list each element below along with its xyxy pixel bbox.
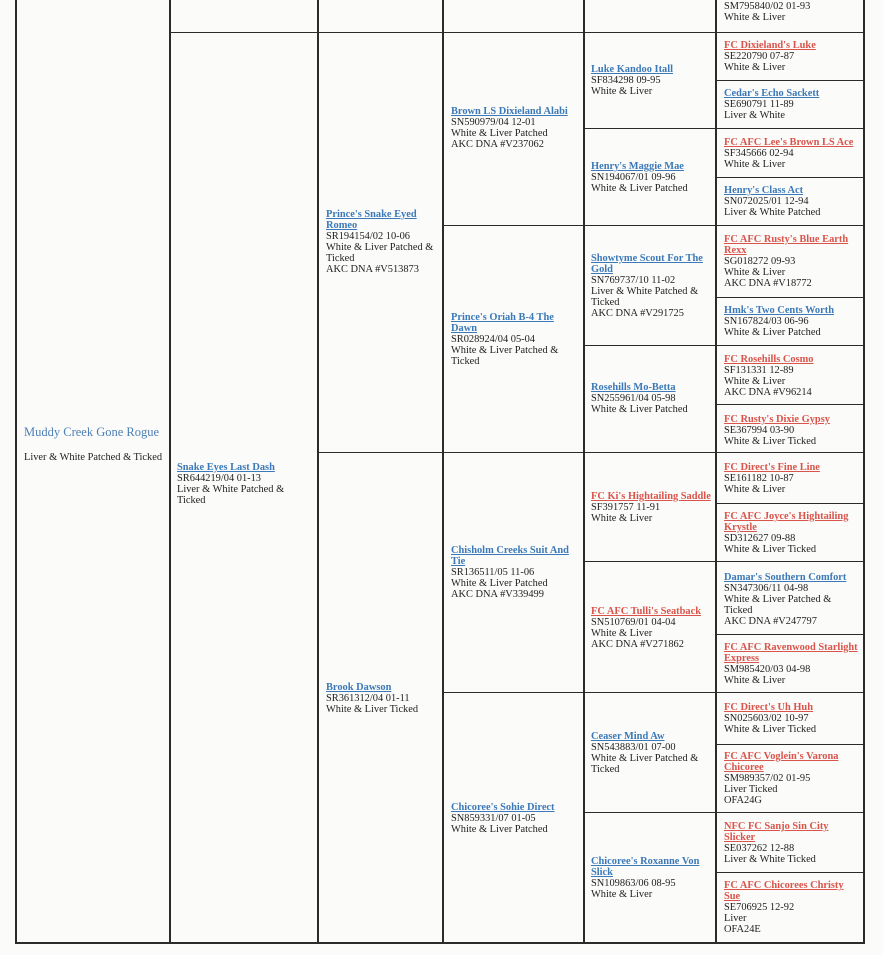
ancestor-detail: White & Liver Patched [591, 183, 688, 194]
ancestor-detail: Liver Ticked [724, 784, 778, 795]
grid-line [715, 634, 865, 635]
gen5-ancestor [724, 880, 859, 935]
ancestor-detail: SR028924/04 05-04 [451, 334, 535, 345]
grid-line [715, 503, 865, 504]
gen5-ancestor [724, 702, 859, 735]
ancestor-detail: White & Liver [724, 159, 786, 170]
ancestor-detail: Ticked [591, 297, 620, 308]
gen3-ancestor [451, 312, 579, 367]
gen2-ancestor [326, 682, 439, 715]
ancestor-detail: SF345666 02-94 [724, 148, 794, 159]
ancestor-name[interactable]: FC AFC Voglein's Varona Chicoree [724, 751, 839, 773]
ancestor-detail: SN109863/06 08-95 [591, 878, 676, 889]
gen3-ancestor [451, 545, 579, 600]
ancestor-name[interactable]: Henry's Class Act [724, 185, 804, 196]
ancestor-name[interactable]: FC AFC Joyce's Hightailing Krystle [724, 511, 849, 533]
ancestor-name[interactable]: Prince's Snake Eyed Romeo [326, 209, 417, 231]
gen5-ancestor [724, 234, 859, 289]
gen4-ancestor [591, 606, 711, 650]
grid-line [715, 744, 865, 745]
ancestor-detail: SG018272 09-93 [724, 256, 796, 267]
ancestor-detail: SN590979/04 12-01 [451, 117, 536, 128]
subject-color: Liver & White Patched & Ticked [24, 452, 163, 463]
grid-line [15, 942, 865, 944]
grid-line [583, 128, 865, 129]
ancestor-detail: White & Liver Patched & [451, 345, 559, 356]
grid-line [715, 177, 865, 178]
ancestor-detail: AKC DNA #V339499 [451, 589, 544, 600]
ancestor-detail: White & Liver [724, 376, 786, 387]
grid-line [169, 0, 171, 943]
ancestor-name[interactable]: NFC FC Sanjo Sin City Slicker [724, 821, 829, 843]
ancestor-detail: SN072025/01 12-94 [724, 196, 809, 207]
ancestor-name[interactable]: Chicoree's Sohie Direct [451, 802, 555, 813]
ancestor-detail: AKC DNA #V18772 [724, 278, 812, 289]
ancestor-detail: SN167824/03 06-96 [724, 316, 809, 327]
gen5-ancestor [724, 414, 859, 447]
ancestor-detail: White & Liver Ticked [724, 724, 817, 735]
ancestor-detail: Liver [724, 913, 747, 924]
ancestor-name[interactable]: FC Rusty's Dixie Gypsy [724, 414, 830, 425]
gen4-ancestor [591, 856, 711, 900]
ancestor-name[interactable]: FC Rosehills Cosmo [724, 354, 814, 365]
ancestor-name[interactable]: FC AFC Tulli's Seatback [591, 606, 701, 617]
ancestor-detail: Liver & White Ticked [724, 854, 816, 865]
ancestor-name[interactable]: Hmk's Two Cents Worth [724, 305, 834, 316]
subject-dog [24, 425, 164, 464]
ancestor-detail: SM989357/02 01-95 [724, 773, 811, 784]
gen1-ancestor [177, 462, 314, 506]
grid-line [583, 345, 865, 346]
partial-color: White & Liver [724, 12, 786, 23]
ancestor-name[interactable]: Luke Kandoo Itall [591, 64, 673, 75]
gen5-ancestor [724, 185, 859, 218]
ancestor-detail: White & Liver Ticked [724, 544, 817, 555]
ancestor-detail: Ticked [177, 495, 206, 506]
gen4-ancestor [591, 253, 711, 319]
gen4-ancestor [591, 161, 711, 194]
ancestor-detail: SE367994 03-90 [724, 425, 795, 436]
ancestor-detail: White & Liver Patched [591, 404, 688, 415]
ancestor-detail: Liver & White Patched [724, 207, 821, 218]
ancestor-detail: AKC DNA #V237062 [451, 139, 544, 150]
ancestor-name[interactable]: Snake Eyes Last Dash [177, 462, 275, 473]
ancestor-detail: AKC DNA #V513873 [326, 264, 419, 275]
ancestor-detail: Ticked [724, 605, 753, 616]
ancestor-detail: SE690791 11-89 [724, 99, 794, 110]
ancestor-name[interactable]: Damar's Southern Comfort [724, 572, 847, 583]
ancestor-detail: Liver & White Patched & [177, 484, 285, 495]
ancestor-detail: Liver & White [724, 110, 785, 121]
grid-line [442, 0, 444, 943]
ancestor-detail: SR361312/04 01-11 [326, 693, 410, 704]
ancestor-detail: SR194154/02 10-06 [326, 231, 410, 242]
grid-line [317, 0, 319, 943]
ancestor-detail: SF834298 09-95 [591, 75, 661, 86]
gen5-ancestor [724, 572, 859, 627]
ancestor-detail: AKC DNA #V291725 [591, 308, 684, 319]
ancestor-name[interactable]: FC AFC Lee's Brown LS Ace [724, 137, 854, 148]
ancestor-name[interactable]: FC Direct's Fine Line [724, 462, 820, 473]
ancestor-name[interactable]: Cedar's Echo Sackett [724, 88, 820, 99]
grid-line [442, 225, 865, 226]
ancestor-detail: SE706925 12-92 [724, 902, 795, 913]
gen4-ancestor [591, 382, 711, 415]
ancestor-detail: SE037262 12-88 [724, 843, 795, 854]
grid-line [15, 0, 17, 943]
ancestor-detail: SM985420/03 04-98 [724, 664, 811, 675]
gen5-ancestor [724, 137, 859, 170]
gen5-ancestor [724, 354, 859, 398]
ancestor-name[interactable]: Prince's Oriah B-4 The Dawn [451, 312, 554, 334]
grid-line [169, 32, 865, 33]
subject-name: Muddy Creek Gone Rogue [24, 425, 160, 439]
grid-line [317, 452, 865, 453]
ancestor-detail: AKC DNA #V271862 [591, 639, 684, 650]
ancestor-name[interactable]: FC Dixieland's Luke [724, 40, 816, 51]
ancestor-detail: White & Liver Patched [451, 128, 548, 139]
gen5-ancestor [724, 751, 859, 806]
ancestor-name[interactable]: Brook Dawson [326, 682, 392, 693]
gen5-ancestor [724, 642, 859, 686]
ancestor-detail: White & Liver Patched [451, 824, 548, 835]
ancestor-detail: Liver & White Patched & [591, 286, 699, 297]
ancestor-detail: White & Liver Patched & [326, 242, 434, 253]
ancestor-detail: White & Liver [591, 628, 653, 639]
gen4-ancestor [591, 731, 711, 775]
gen2-ancestor [326, 209, 439, 275]
ancestor-name[interactable]: FC Direct's Uh Huh [724, 702, 813, 713]
ancestor-detail: SN859331/07 01-05 [451, 813, 536, 824]
ancestor-detail: SN769737/10 11-02 [591, 275, 676, 286]
ancestor-detail: SE220790 07-87 [724, 51, 795, 62]
ancestor-name[interactable]: FC Ki's Hightailing Saddle [591, 491, 711, 502]
grid-line [715, 80, 865, 81]
ancestor-name[interactable]: Chisholm Creeks Suit And Tie [451, 545, 569, 567]
ancestor-detail: SN025603/02 10-97 [724, 713, 809, 724]
ancestor-name[interactable]: Showtyme Scout For The Gold [591, 253, 703, 275]
ancestor-name[interactable]: FC AFC Ravenwood Starlight Express [724, 642, 858, 664]
ancestor-detail: White & Liver [591, 889, 653, 900]
ancestor-detail: SN194067/01 09-96 [591, 172, 676, 183]
ancestor-detail: White & Liver [724, 62, 786, 73]
ancestor-detail: White & Liver [591, 86, 653, 97]
gen5-ancestor [724, 462, 859, 495]
ancestor-detail: OFA24E [724, 924, 761, 935]
ancestor-detail: White & Liver Patched [724, 327, 821, 338]
ancestor-detail: White & Liver Ticked [326, 704, 419, 715]
gen5-ancestor [724, 40, 859, 73]
grid-line [442, 692, 865, 693]
ancestor-detail: SN255961/04 05-98 [591, 393, 676, 404]
ancestor-detail: SN543883/01 07-00 [591, 742, 676, 753]
partial-ancestor [724, 1, 859, 23]
ancestor-detail: OFA24G [724, 795, 762, 806]
partial-reg: SM795840/02 01-93 [724, 1, 811, 12]
grid-line [715, 872, 865, 873]
grid-line [583, 561, 865, 562]
ancestor-detail: White & Liver Patched [451, 578, 548, 589]
ancestor-detail: White & Liver [591, 513, 653, 524]
ancestor-detail: White & Liver [724, 267, 786, 278]
ancestor-detail: Ticked [326, 253, 355, 264]
ancestor-detail: AKC DNA #V247797 [724, 616, 817, 627]
gen3-ancestor [451, 106, 579, 150]
ancestor-detail: White & Liver Ticked [724, 436, 817, 447]
grid-line [583, 0, 585, 943]
ancestor-detail: SR136511/05 11-06 [451, 567, 535, 578]
gen4-ancestor [591, 491, 711, 524]
ancestor-detail: SE161182 10-87 [724, 473, 794, 484]
ancestor-detail: SD312627 09-88 [724, 533, 796, 544]
grid-line [583, 812, 865, 813]
ancestor-detail: Ticked [451, 356, 480, 367]
ancestor-detail: White & Liver [724, 675, 786, 686]
ancestor-detail: AKC DNA #V96214 [724, 387, 812, 398]
grid-line [715, 0, 717, 943]
ancestor-name[interactable]: Ceaser Mind Aw [591, 731, 665, 742]
ancestor-name[interactable]: Chicoree's Roxanne Von Slick [591, 856, 700, 878]
ancestor-detail: Ticked [591, 764, 620, 775]
ancestor-detail: SN510769/01 04-04 [591, 617, 676, 628]
ancestor-detail: SR644219/04 01-13 [177, 473, 261, 484]
gen4-ancestor [591, 64, 711, 97]
gen5-ancestor [724, 88, 859, 121]
ancestor-name[interactable]: Henry's Maggie Mae [591, 161, 684, 172]
gen3-ancestor [451, 802, 579, 835]
ancestor-name[interactable]: FC AFC Rusty's Blue Earth Rexx [724, 234, 849, 256]
gen5-ancestor [724, 821, 859, 865]
ancestor-name[interactable]: FC AFC Chicorees Christy Sue [724, 880, 844, 902]
ancestor-detail: SF131331 12-89 [724, 365, 794, 376]
ancestor-detail: SF391757 11-91 [591, 502, 661, 513]
ancestor-detail: White & Liver Patched & [724, 594, 832, 605]
ancestor-detail: White & Liver Patched & [591, 753, 699, 764]
gen5-ancestor [724, 511, 859, 555]
grid-line [715, 297, 865, 298]
ancestor-name[interactable]: Rosehills Mo-Betta [591, 382, 676, 393]
grid-line [863, 0, 865, 943]
grid-line [715, 404, 865, 405]
gen5-ancestor [724, 305, 859, 338]
ancestor-name[interactable]: Brown LS Dixieland Alabi [451, 106, 568, 117]
ancestor-detail: White & Liver [724, 484, 786, 495]
ancestor-detail: SN347306/11 04-98 [724, 583, 809, 594]
